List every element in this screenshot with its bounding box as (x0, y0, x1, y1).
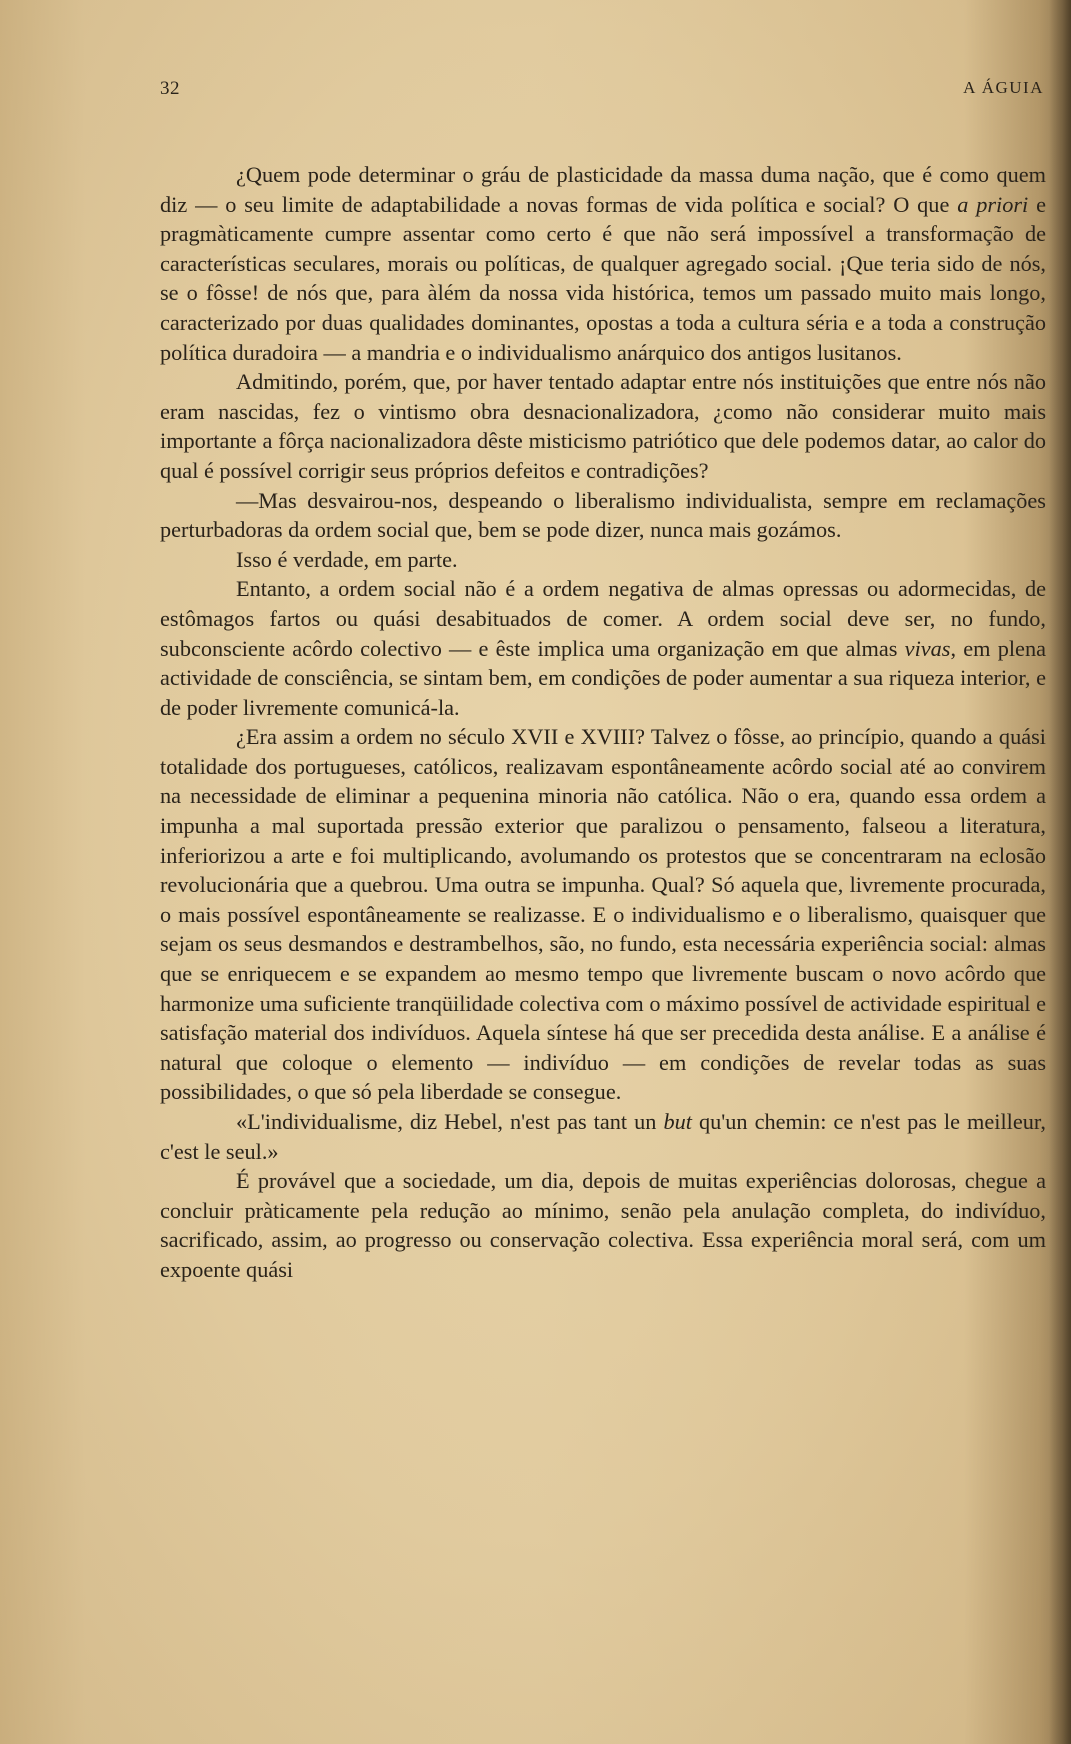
paragraph-text: —Mas desvairou-nos, despeando o liberalismo individualista, sempre em reclamações perturbadoras da ordem social que, bem se pode dizer, nunca mais gozámos. (160, 487, 1046, 543)
paragraph (160, 574, 1046, 722)
paragraph (160, 1166, 1046, 1284)
paragraph (160, 160, 1046, 367)
paragraph-text: Entanto, a ordem social não é a ordem negativa de almas opressas ou adormecidas, de estômagos fartos ou quási desabituados de comer. A ordem social deve ser, no fundo, subconsciente acôrdo colectivo — e êste implica uma organização em que almas (160, 576, 1046, 661)
running-head: A ÁGUIA (963, 78, 1044, 97)
italic-term: vivas (904, 635, 951, 661)
italic-term: a priori (957, 191, 1029, 217)
page-number: 32 (160, 78, 180, 99)
paragraph-text: ¿Era assim a ordem no século XVII e XVIII? Talvez o fôsse, ao princípio, quando a quási totalidade dos portugueses, católicos, realizavam espontâneamente acôrdo social até ao convirem na necessidade de eliminar a pequenina minoria não católica. Não o era, quando essa ordem a impunha a mal suportada pressão exterior que paralizou o pensamento, falseou a literatura, inferiorizou a arte e foi multiplicando, avolumando os protestos que se concentraram na eclosão revolucionária que a quebrou. Uma outra se impunha. Qual? Só aquela que, livremente procurada, o mais possível espontâneamente se realizasse. E o individualismo e o liberalismo, quaisquer que sejam os seus desmandos e destrambelhos, são, no fundo, esta necessária experiência social: almas que se enriquecem e se expandem ao mesmo tempo que livremente buscam o novo acôrdo que harmonize uma suficiente tranqüilidade colectiva com o máximo possível de actividade espiritual e satisfação material dos indivíduos. Aquela síntese há que ser precedida desta análise. E a análise é natural que coloque o elemento — indivíduo — em condições de revelar todas as suas possibilidades, o que só pela liberdade se consegue. (160, 724, 1046, 1105)
paragraph (160, 486, 1046, 545)
paragraph (160, 722, 1046, 1107)
paragraph-text: e pragmàticamente cumpre assentar como certo é que não será impossível a transformação de características seculares, morais ou políticas, de qualquer agregado social. ¡Que teria sido de nós, se o fôsse! de nós que, para àlém da nossa vida histórica, temos um passado muito mais longo, caracterizado por duas qualidades dominantes, opostas a toda a cultura séria e a toda a construção política duradoira — a mandria e o individualismo anárquico dos antigos lusitanos. (160, 191, 1046, 365)
body-text (160, 160, 1046, 1285)
paragraph (160, 1107, 1046, 1166)
paragraph-text: , em plena actividade de consciência, se sintam bem, em condições de poder aumentar a sua riqueza interior, e de poder livremente comunicá-la. (160, 635, 1046, 720)
paragraph-text: ¿Quem pode determinar o gráu de plasticidade da massa duma nação, que é como quem diz — o seu limite de adaptabilidade a novas formas de vida política e social? O que (160, 162, 1046, 217)
paragraph-text: «L'individualisme, diz Hebel, n'est pas tant un (236, 1109, 664, 1134)
page-edge-shadow (1049, 0, 1071, 1744)
page-header (160, 78, 1044, 108)
paragraph (160, 545, 1046, 575)
paragraph-text: É provável que a sociedade, um dia, depois de muitas experiências dolorosas, chegue a concluir pràticamente pela redução ao mínimo, senão pela anulação completa, do indivíduo, sacrificado, assim, ao progresso ou conservação colectiva. Essa experiência moral será, com um expoente quási (160, 1168, 1046, 1282)
italic-term: but (663, 1109, 692, 1134)
paragraph (160, 367, 1046, 485)
paragraph-text: Admitindo, porém, que, por haver tentado adaptar entre nós instituições que entre nós não eram nascidas, fez o vintismo obra desnacionalizadora, ¿como não considerar muito mais importante a fôrça nacionalizadora dêste misticismo patriótico que dele podemos datar, ao calor do qual é possível corrigir seus próprios defeitos e contradições? (160, 369, 1046, 483)
paragraph-text: qu'un chemin: ce n'est pas le meilleur, c'est le seul.» (160, 1109, 1046, 1164)
paragraph-text: Isso é verdade, em parte. (236, 546, 458, 572)
